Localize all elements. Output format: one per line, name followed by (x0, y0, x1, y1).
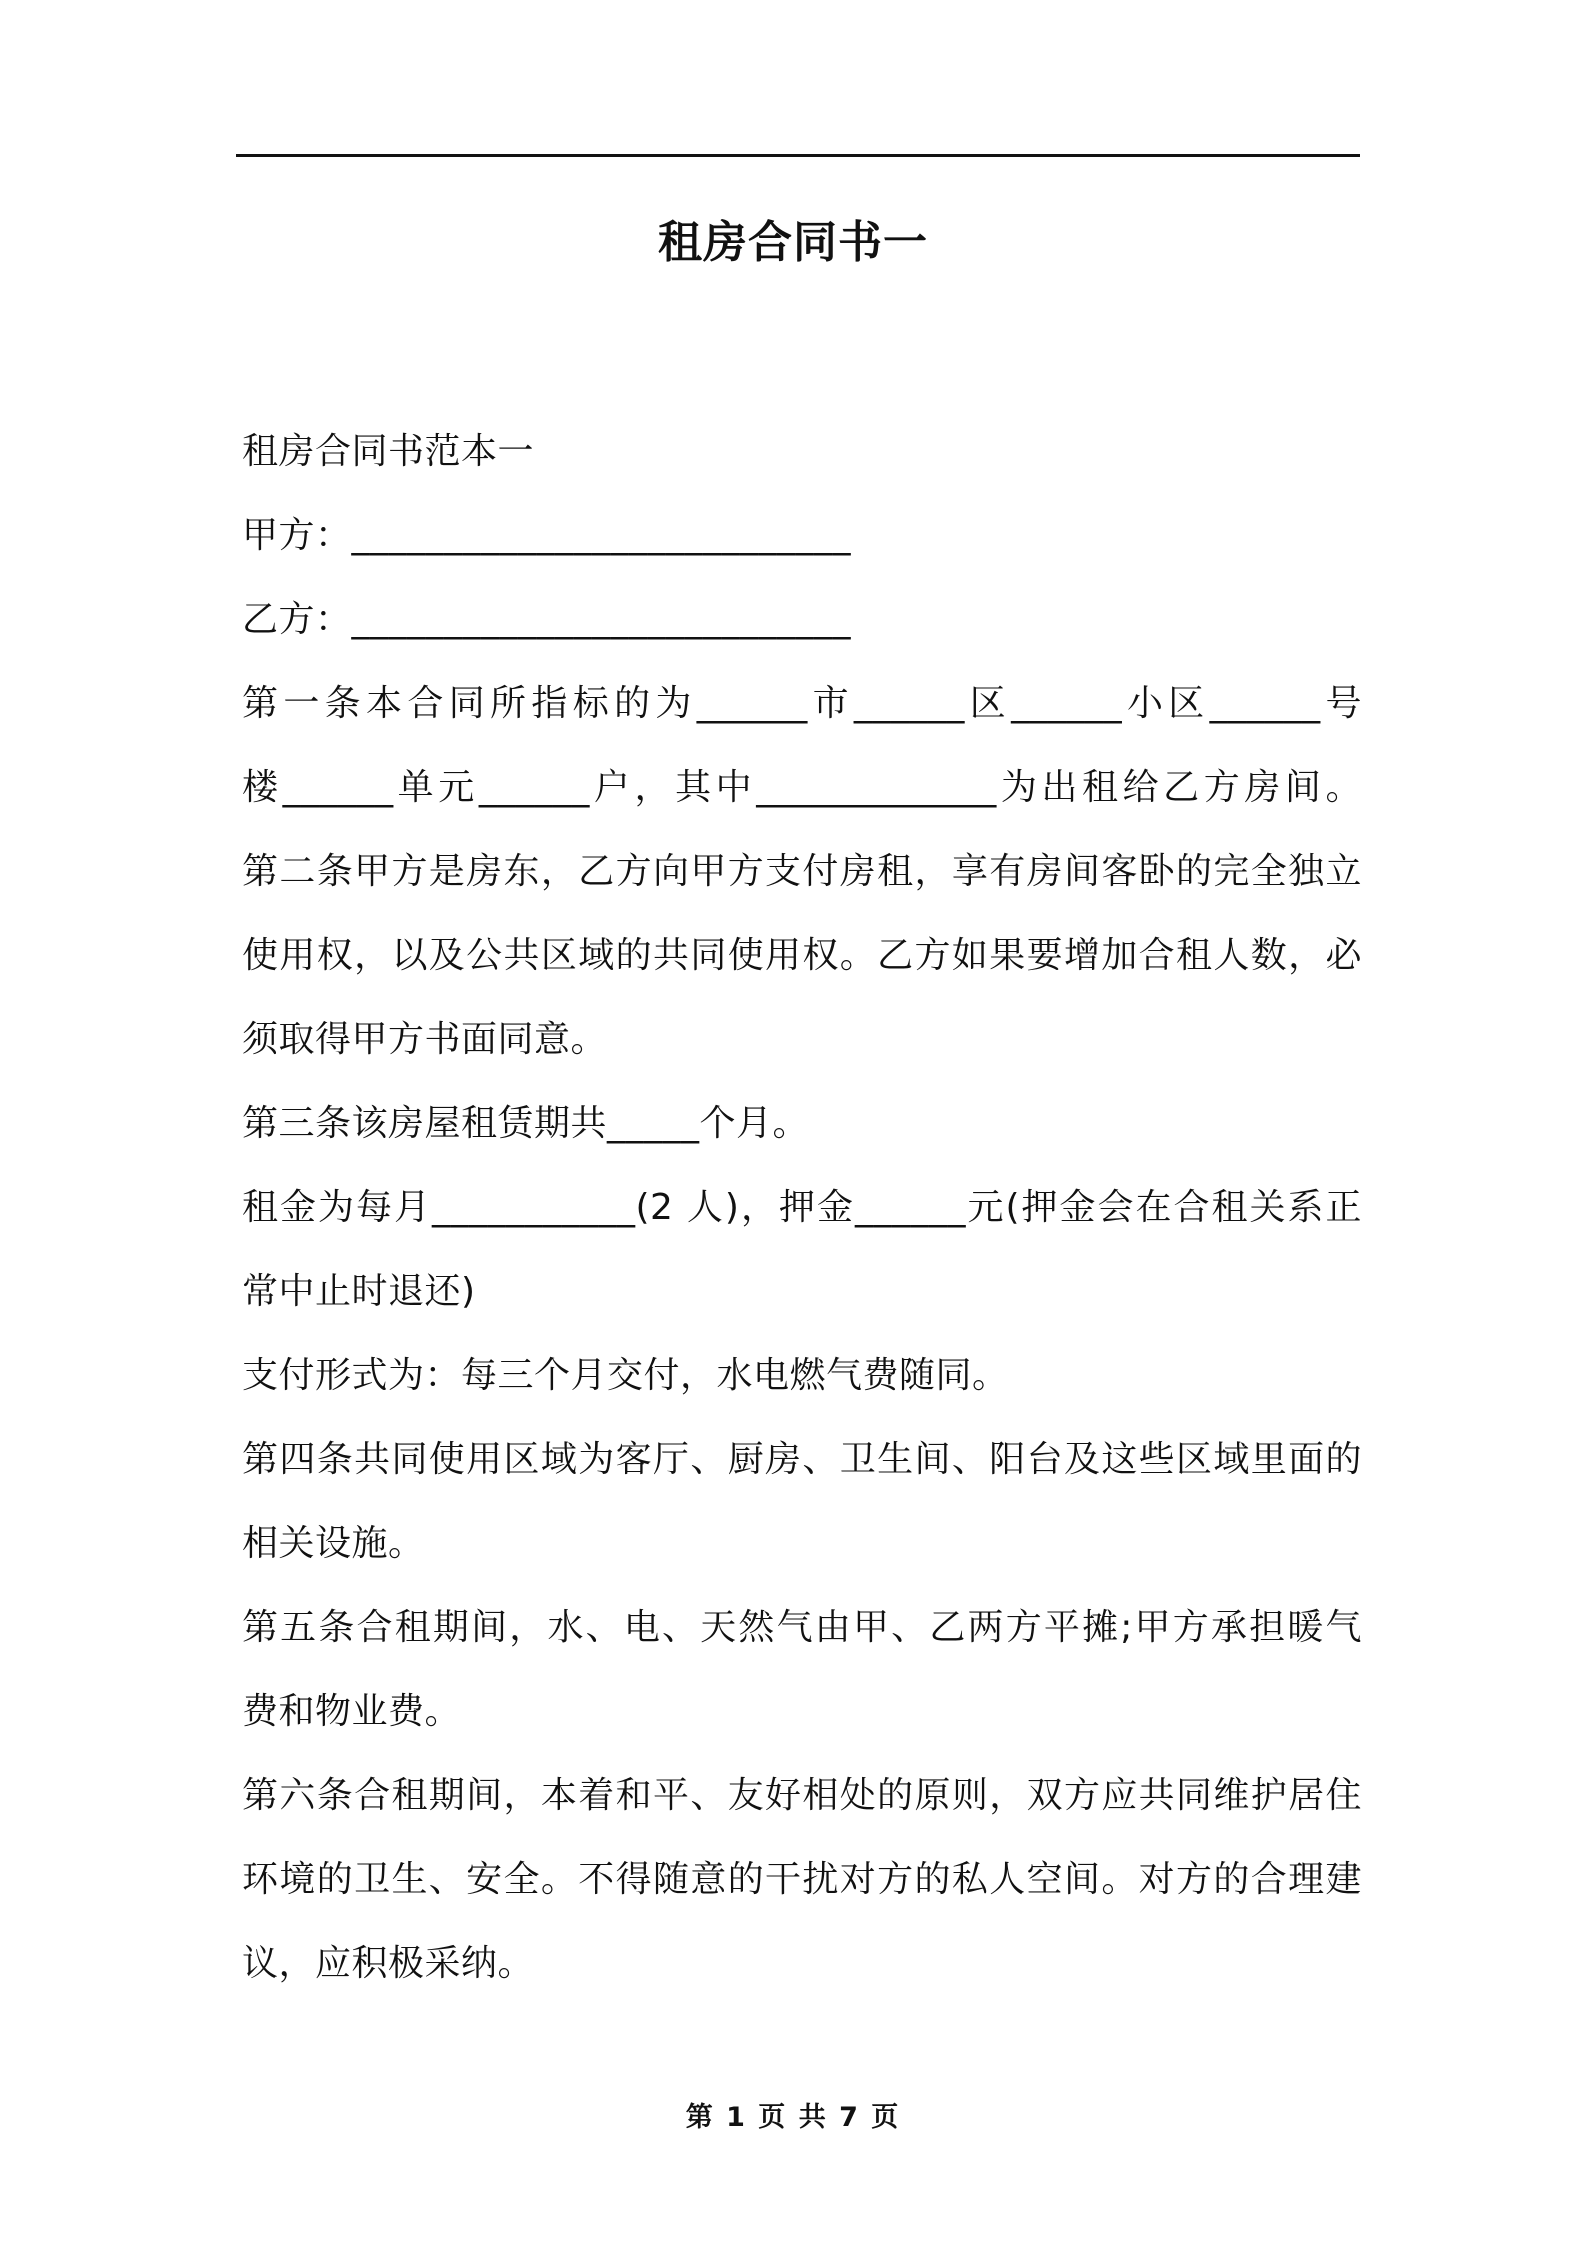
body-line: 第四条共同使用区域为客厅、厨房、卫生间、阳台及这些区域里面的 (242, 1439, 1362, 1480)
body-line: 环境的卫生、安全。不得随意的干扰对方的私人空间。对方的合理建 (242, 1859, 1362, 1900)
document-title: 租房合同书一 (658, 217, 928, 268)
body-line: 支付形式为：每三个月交付，水电燃气费随同。 (242, 1355, 1009, 1396)
body-line: 常中止时退还) (242, 1271, 476, 1312)
body-line: 楼______单元______户，其中_____________为出租给乙方房间。 (242, 767, 1362, 808)
body-line: 第三条该房屋租赁期共_____个月。 (242, 1103, 810, 1144)
body-line: 第五条合租期间，水、电、天然气由甲、乙两方平摊;甲方承担暖气 (242, 1607, 1362, 1648)
body-line: 费和物业费。 (242, 1691, 462, 1732)
body-line: 相关设施。 (242, 1523, 425, 1564)
body-line: 使用权，以及公共区域的共同使用权。乙方如果要增加合租人数，必 (242, 935, 1362, 976)
page-footer: 第 1 页 共 7 页 (685, 2102, 901, 2133)
body-line: 租金为每月___________(2 人)，押金______元(押金会在合租关系正 (242, 1187, 1362, 1228)
body-line: 乙方：___________________________ (242, 599, 852, 640)
body-line: 租房合同书范本一 (242, 431, 535, 472)
body-line: 甲方：___________________________ (242, 515, 852, 556)
body-line: 第六条合租期间，本着和平、友好相处的原则，双方应共同维护居住 (242, 1775, 1362, 1816)
body-line: 须取得甲方书面同意。 (242, 1019, 608, 1060)
document-body (242, 410, 1362, 2006)
header-rule (236, 154, 1360, 157)
body-line: 第一条本合同所指标的为______市______区______小区______号 (242, 683, 1362, 724)
body-line: 第二条甲方是房东，乙方向甲方支付房租，享有房间客卧的完全独立 (242, 851, 1362, 892)
body-line: 议，应积极采纳。 (242, 1943, 535, 1984)
